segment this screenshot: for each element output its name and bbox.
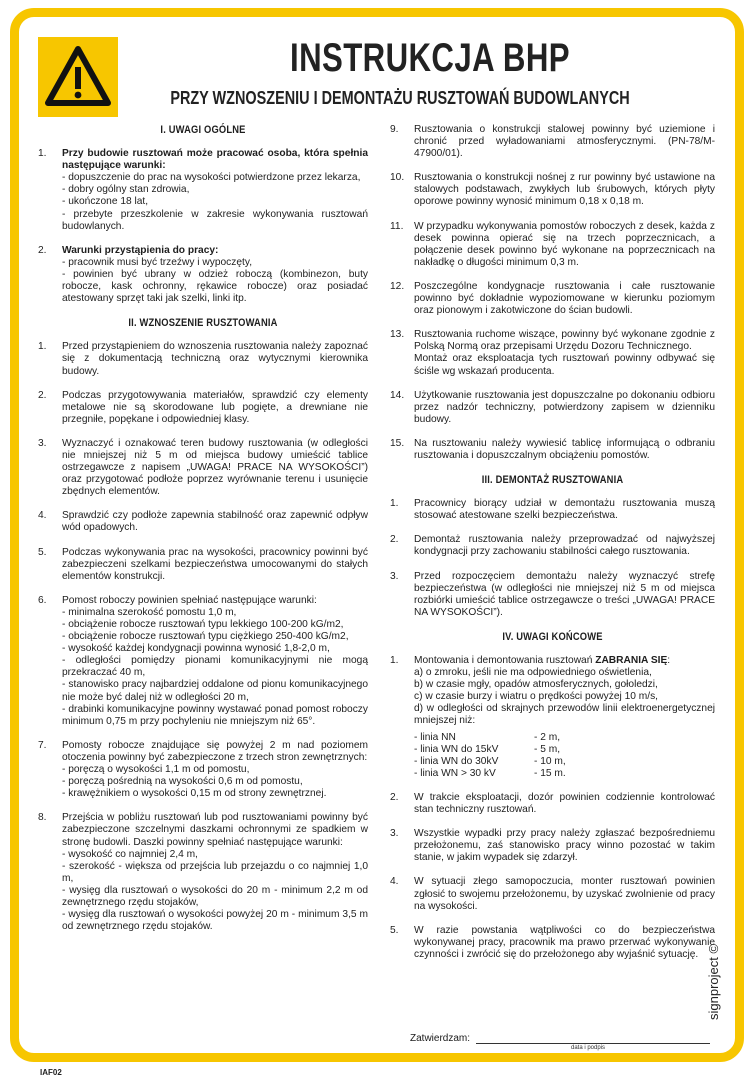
left-column [38,124,368,945]
section-title-erection: II. WZNOSZENIE RUSZTOWANIA [128,317,278,330]
section-title-general: I. UWAGI OGÓLNE [160,124,246,136]
warning-sign [38,37,118,117]
item-number: 6. [38,594,47,606]
list-item [390,390,715,426]
item-number: 5. [38,546,47,558]
list-item [390,925,715,961]
page-title: INSTRUKCJA BHP [290,36,570,80]
item-text: Przejścia w pobliżu rusztowań lub pod rusztowaniami powinny być zabezpieczone szczelnymi daszkami ochronnymi ze spadkiem w stronę budowli. Daszki powinny spełniać następujące warunki: [62,812,368,848]
item-text: Przed rozpoczęciem demontażu należy wyznaczyć strefę bezpieczeństwa (w odległości nie mniejszej niż 5 m od miejsca rozbiórki umieścić tablice ostrzegawcze o treści „UWAGA! PRACE NA WYSOKOŚCI”). [414,570,715,618]
list-item [390,655,715,780]
section-title-final: IV. UWAGI KOŃCOWE [502,630,603,643]
limit-line-type: - linia NN [414,731,456,743]
limit-distance: - 5 m, [534,743,561,755]
item-number: 1. [38,341,47,353]
signature-line [476,1043,710,1044]
limit-line-type: - linia WN do 15kV [414,743,499,755]
item-lead: Warunki przystąpienia do pracy: [62,244,219,256]
item-text: Przed przystąpieniem do wznoszenia rusztowania należy zapoznać się z dokumentacją techniczną oraz wytycznymi kierownika budowy. [62,341,368,377]
item-text: Pomosty robocze znajdujące się powyżej 2 m nad poziomem otoczenia powinny być zabezpieczone z trzech stron zewnętrznych: [62,739,368,763]
item-text: Podczas przygotowywania materiałów, sprawdzić czy elementy metalowe nie są skorodowane lub pogięte, a drewniane nie przegniłe, popękane i odpowiedniej klasy. [62,389,368,425]
item-number: 12. [390,280,405,292]
item-number: 14. [390,389,405,401]
item-line: a) o zmroku, jeśli nie ma odpowiedniego oświetlenia, [414,667,652,679]
item-number: 1. [38,148,47,160]
item-text: Rusztowania o konstrukcji stalowej powinny być uziemione i chronić przed wyładowaniami atmosferycznymi. (PN-78/M-47900/01). [414,124,715,160]
item-text: Rusztowania ruchome wiszące, powinny być wykonane zgodnie z Polską Normą oraz przepisami Urzędu Dozoru Technicznego. [414,329,715,353]
list-item [390,876,715,912]
item-text-tail: : [667,655,671,666]
list-item [390,124,715,160]
item-text: Użytkowanie rusztowania jest dopuszczalne po dokonaniu odbioru przez nadzór techniczny, potwierdzony zapisem w dzienniku budowy. [414,389,715,425]
item-text: Wszystkie wypadki przy pracy należy zgłaszać bezpośredniemu przełożonemu, zaś stanowisko pracy winno pozostać w takim stanie, w jakim wypadek się zdarzył. [414,828,715,864]
list-item [390,828,715,864]
item-line: - poręczą o wysokości 1,1 m od pomostu, [62,764,250,776]
prohibition-text: ZABRANIA SIĘ [595,655,668,666]
item-line: - powinien być ubrany w odzież roboczą (kombinezon, buty robocze, kask ochronny, rękawice robocze) oraz posiadać atestowany sprzęt taki jak szelki, linki itp. [62,268,368,305]
page-subtitle: PRZY WZNOSZENIU I DEMONTAŻU RUSZTOWAŃ BUDOWLANYCH [170,87,630,108]
item-line: - drabinki komunikacyjne powinny wystawać ponad pomost roboczy minimum 0,75 m przy pochyleniu nie mniejszym niż 65°. [62,703,368,727]
item-line: - wysokość co najmniej 2,4 m, [62,848,198,860]
list-item [38,148,368,233]
item-number: 3. [38,437,47,449]
item-number: 2. [390,534,399,546]
brand-label: signproject © [706,943,721,1020]
item-text-lead: Montowania i demontowania rusztowań [414,655,596,666]
approval-label: Zatwierdzam: [410,1033,471,1044]
item-text: W trakcie eksploatacji, dozór powinien codziennie kontrolować stan techniczny rusztowań. [414,791,715,816]
list-item [38,812,368,933]
item-number: 15. [390,437,405,449]
list-item [38,438,368,498]
item-number: 3. [390,828,399,840]
item-line: - ukończone 18 lat, [62,196,149,208]
list-item [390,221,715,269]
item-line: - wysokość każdej kondygnacji powinna wynosić 1,8-2,0 m, [62,643,330,655]
item-line: - stanowisko pracy najbardziej oddalone od pionu komunikacyjnego nie może być dalej niż w odległości 20 m, [62,679,368,703]
list-item [390,498,715,522]
item-number: 2. [38,389,47,401]
list-item [38,510,368,534]
list-item [38,390,368,426]
right-column [390,124,715,973]
list-item [390,571,715,619]
item-text [414,655,715,667]
item-line: - dopuszczenie do prac na wysokości potwierdzone przez lekarza, [62,172,361,184]
list-item [38,595,368,728]
item-line: - wysięg dla rusztowań o wysokości do 20 m - minimum 2,2 m od zewnętrznego rzędu stojaków, [62,884,368,908]
item-number: 7. [38,739,47,751]
limit-distance: - 15 m. [534,767,566,779]
section-title-dismantling: III. DEMONTAŻ RUSZTOWANIA [481,474,624,487]
item-text: Montaż oraz eksploatacja tych rusztowań powinny odbywać się ściśle wg wskazań producenta. [414,353,715,377]
limit-row [414,732,715,744]
item-line: - dobry ogólny stan zdrowia, [62,184,190,196]
item-number: 10. [390,172,405,184]
item-number: 1. [390,655,399,666]
item-text: Rusztowania o konstrukcji nośnej z rur powinny być ustawione na stalowych podstawach, zwykłych lub śrubowych, których płyty oporowe powinny wynosić minimum 0,18 x 0,18 m. [414,172,715,208]
item-text: Poszczególne kondygnacje rusztowania i całe rusztowanie powinno być dokładnie wypoziomowane w kierunku poziomym oraz pionowym i zakotwiczone do ścian budowli. [414,280,715,317]
limit-line-type: - linia WN > 30 kV [414,767,496,779]
item-text: Podczas wykonywania prac na wysokości, pracownicy powinni być zabezpieczeni szelkami bezpieczeństwa umocowanymi do stałych elementów konstrukcji. [62,546,368,582]
item-text: W razie powstania wątpliwości co do bezpieczeństwa wykonywanej pracy, pracownik ma prawo przerwać wykonywanie czynności i zwrócić się do przełożonego aby wyjaśnić sytuację. [414,924,715,960]
list-item [38,245,368,305]
item-number: 13. [390,329,405,341]
item-text: Wyznaczyć i oznakować teren budowy rusztowania (w odległości nie mniejszej niż 5 m od miejsca budowy umieścić tablice ostrzegawcze z napisem „UWAGA! PRACE NA WYSOKOŚCI”) oraz przygotować podłoże poprzez wyrównanie terenu i usunięcie zbędnych elementów. [62,437,368,498]
item-text: W sytuacji złego samopoczucia, monter rusztowań powinien zgłosić to swojemu przełożonemu, by uzyskać zwolnienie od pracy na wysokości. [414,876,715,912]
limit-distance: - 10 m, [534,755,566,767]
item-line: - przebyte przeszkolenie w zakresie wykonywania rusztowań budowlanych. [62,208,368,232]
item-text: Sprawdzić czy podłoże zapewnia stabilność oraz zapewnić odpływ wód opadowych. [62,510,368,534]
item-line: - obciążenie robocze rusztowań typu ciężkiego 250-400 kG/m2, [62,631,349,643]
item-line: c) w czasie burzy i wiatru o prędkości powyżej 10 m/s, [414,691,659,703]
limit-distance: - 2 m, [534,731,561,743]
item-number: 9. [390,124,399,135]
list-item [390,438,715,462]
item-line: - krawężnikiem o wysokości 0,15 m od strony zewnętrznej. [62,788,327,800]
limit-row [414,768,715,780]
item-text: Demontaż rusztowania należy przeprowadzać od najwyższej kondygnacji przy zachowaniu stabilności całego rusztowania. [414,534,715,558]
limit-row [414,756,715,768]
item-line: b) w czasie mgły, opadów atmosferycznych, gołoledzi, [414,679,658,691]
item-line: - obciążenie robocze rusztowań typu lekkiego 100-200 kG/m2, [62,619,344,630]
list-item [390,281,715,317]
item-line: - minimalna szerokość pomostu 1,0 m, [62,606,237,618]
item-number: 5. [390,924,399,936]
item-text: Pracownicy biorący udział w demontażu rusztowania muszą stosować atestowane szelki bezpieczeństwa. [414,498,715,522]
item-line: - poręczą pośrednią na wysokości 0,6 m od pomostu, [62,776,303,788]
item-text: Na rusztowaniu należy wywiesić tablicę informującą o odbraniu rusztowania i dopuszczalnym obciążeniu pomostów. [414,437,715,461]
sign-code: IAF02 [40,1068,62,1077]
item-text: W przypadku wykonywania pomostów roboczych z desek, każda z desek powinna opierać się na trzech poprzecznicach, a połączenie desek powinno być wykonane na poprzecznicach na nakładkę o długości minimum 0,3 m. [414,220,715,268]
list-item [390,172,715,208]
item-number: 11. [390,220,404,232]
item-number: 2. [38,244,47,256]
item-number: 3. [390,570,399,582]
item-number: 4. [390,876,399,888]
limit-line-type: - linia WN do 30kV [414,755,499,767]
item-line: - wysięg dla rusztowań o wysokości powyżej 20 m - minimum 3,5 m od zewnętrznego rzędu stojaków. [62,909,368,933]
limit-row [414,744,715,756]
item-line: - pracownik musi być trzeźwy i wypoczęty, [62,256,253,268]
item-number: 1. [390,498,399,510]
voltage-limits-table [414,732,715,780]
item-number: 8. [38,812,47,824]
item-line: d) w odległości od skrajnych przewodów linii elektroenergetycznej mniejszej niż: [414,703,715,727]
item-number: 2. [390,791,399,803]
item-number: 4. [38,510,47,522]
list-item [38,547,368,583]
list-item [390,792,715,816]
list-item [38,740,368,800]
item-line: - szerokość - większa od przejścia lub przejazdu o co najmniej 1,0 m, [62,860,368,884]
item-lead: Przy budowie rusztowań może pracować osoba, która spełnia następujące warunki: [62,148,368,172]
item-text: Pomost roboczy powinien spełniać następujące warunki: [62,594,317,606]
signature-caption: data i podpis [571,1045,606,1051]
item-line: - odległości pomiędzy pionami komunikacyjnymi nie mogą przekraczać 40 m, [62,655,368,679]
warning-triangle-icon [38,37,118,117]
list-item [390,329,715,377]
list-item [390,534,715,558]
list-item [38,341,368,377]
